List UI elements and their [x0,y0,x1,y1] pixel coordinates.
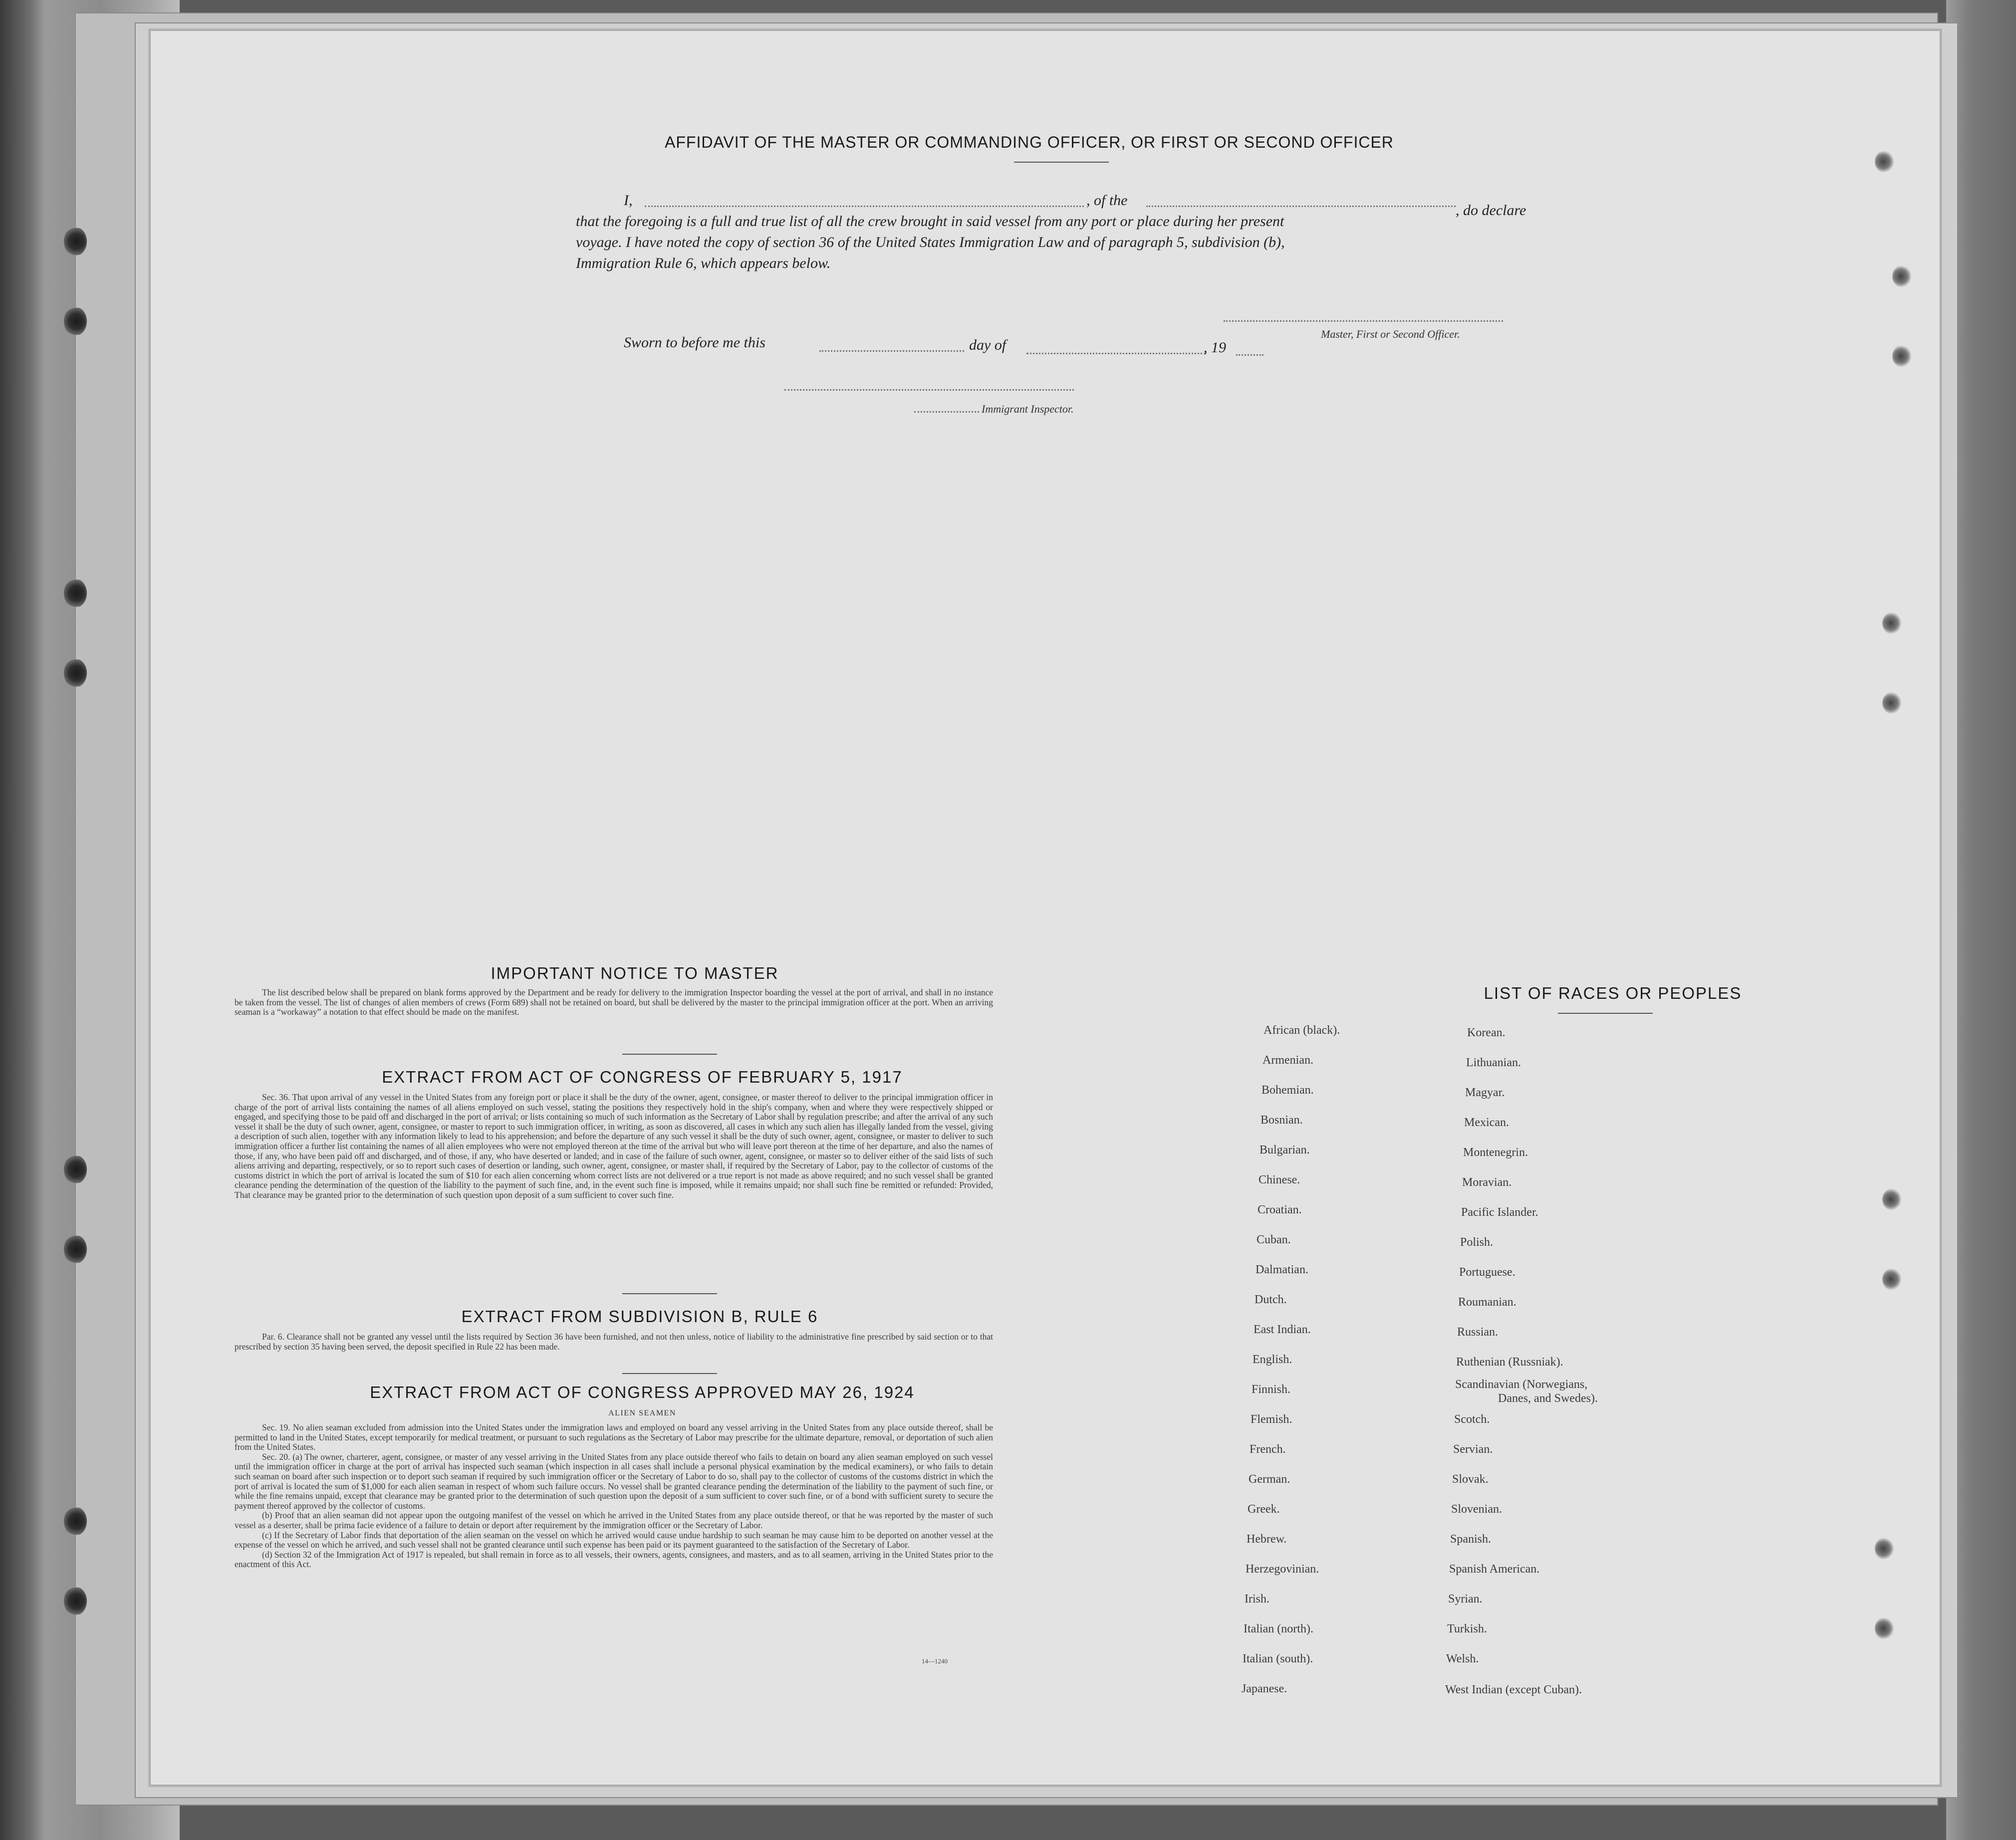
section-rule [622,1373,717,1374]
notice-text [235,988,993,1017]
race-item: Scotch. [1454,1413,1490,1426]
sec-20c-paragraph: (c) If the Secretary of Labor finds that deportation of the alien seaman on the vessel on which he arrived would cause undue hardship to such seaman he may cause him to be deported on another vessel at the expense of the vessel on which he arrived, and such vessel shall not be granted clearance until such expense has been paid or its payment guaranteed to the satisfaction of the Secretary of Labor. [235,1530,993,1550]
sec-36-paragraph: Sec. 36. That upon arrival of any vessel in the United States from any foreign port or place it shall be the duty of the owner, agent, consignee, or master thereof to deliver to the principal immigration officer in charge of the port of arrival lists containing the names of all aliens employed on such vessel, stating the positions they respectively hold in the ship's company, when and where they were respectively shipped or engaged, and specifying those to be paid off and discharged in the port of arrival; or lists containing so much of such information as the Secretary of Labor shall by regulation prescribe; and after the arrival of any such vessel it shall be the duty of such owner, agent, consignee, or master to report to such immigration officer, in writing, as soon as discovered, all cases in which any such alien has illegally landed from the vessel, giving a description of such alien, together with any information likely to lead to his apprehension; and before the departure of any such vessel it shall be the duty of such owner, agent, consignee, or master to deliver to such immigration officer a further list containing the names of all alien employees who were not employed thereon at the time of the arrival but who will leave port thereon at the time of her departure, and also the names of those, if any, who have been paid off and discharged, and of those, if any, who have deserted or landed; and in case of the failure of such owner, agent, consignee, or master so to deliver either of the said lists of such aliens arriving and departing, respectively, or so to report such cases of desertion or landing, such owner, agent, consignee, or master shall, if required by the Secretary of Labor, pay to the collector of customs of the customs district in which the port of arrival is located the sum of $10 for each alien concerning whom correct lists are not delivered or a true report is not made as above required; and no such vessel shall be granted clearance pending the determination of the question of the liability to the payment of such fine, and, in the event such fine is imposed, while it remains unpaid; nor shall such fine be remitted or refunded: Provided, That clearance may be granted prior to the determination of such question upon deposit of a sum sufficient to cover such fine. [235,1092,993,1200]
race-item: Slovenian. [1451,1503,1502,1516]
title-rule [1014,162,1109,163]
race-item: Servian. [1453,1443,1493,1456]
race-item: Montenegrin. [1463,1146,1528,1159]
notice-title: IMPORTANT NOTICE TO MASTER [491,964,779,982]
sworn-month-blank [1026,353,1206,354]
sworn-year-blank [1236,354,1263,356]
par-6-paragraph: Par. 6. Clearance shall not be granted any vessel until the lists required by Section 36 have been furnished, and not then unless, notice of liability to the administrative fine prescribed by said section or to that prescribed by section 35 having been served, the deposit specified in Rule 22 has been made. [235,1332,993,1352]
punch-hole [1892,265,1911,287]
affidavit-title: AFFIDAVIT OF THE MASTER OR COMMANDING OFFICER, OR FIRST OR SECOND OFFICER [665,133,1394,151]
race-item: Bohemian. [1261,1084,1314,1097]
race-item: Ruthenian (Russniak). [1456,1356,1563,1369]
sworn-day-blank [819,350,964,352]
race-item: Polish. [1460,1236,1494,1249]
race-item: Bosnian. [1260,1114,1303,1127]
races-rule [1558,1013,1653,1014]
master-signature-line [1224,320,1503,322]
race-item: Herzegovinian. [1246,1563,1319,1576]
race-item: French. [1250,1443,1286,1456]
punch-hole [1875,1538,1894,1560]
inspector-dots [914,411,979,413]
race-item: Slovak. [1452,1473,1489,1486]
race-item: Dalmatian. [1256,1263,1308,1276]
race-item: Bulgarian. [1260,1144,1310,1156]
punch-hole [1882,1268,1901,1290]
alien-seamen-subtitle: ALIEN SEAMEN [608,1409,676,1417]
binder-hole [64,1507,87,1536]
race-item: Korean. [1467,1026,1506,1039]
race-item: Spanish American. [1449,1563,1540,1576]
race-item: Magyar. [1465,1086,1505,1099]
section-rule [622,1293,717,1294]
binder-hole [64,1235,87,1264]
race-item: Finnish. [1252,1383,1291,1396]
sworn-year: , 19 [1204,339,1226,356]
punch-hole [1882,1188,1901,1210]
master-signature-label: Master, First or Second Officer. [1321,328,1460,340]
section-rule [622,1054,717,1055]
race-item: Russian. [1457,1326,1499,1339]
binder-hole [64,579,87,608]
act-1924-text [235,1423,993,1570]
act-1917-title: EXTRACT FROM ACT OF CONGRESS OF FEBRUARY 5, 1917 [382,1068,903,1086]
race-item: Armenian. [1262,1054,1313,1067]
races-title: LIST OF RACES OR PEOPLES [1484,984,1742,1002]
act-1917-text [235,1093,993,1200]
race-item: Dutch. [1255,1293,1287,1306]
notice-paragraph: The list described below shall be prepared on blank forms approved by the Department and be ready for delivery to the immigration Inspector boarding the vessel at the port of arrival, and shall in no instance be taken from the vessel. The list of changes of alien members of crews (Form 689) shall not be retained on board, but shall be delivered by the master to the principal immigration officer at the port. When an arriving seaman is a “workaway” a notation to that effect should be made on the manifest. [235,987,993,1017]
declaration-line-4: Immigration Rule 6, which appears below. [576,255,831,271]
race-item: Japanese. [1242,1682,1287,1695]
race-item: West Indian (except Cuban). [1445,1683,1582,1696]
declaration-line-1-prefix: I, [624,192,633,209]
race-item: Moravian. [1462,1176,1512,1189]
race-item: Syrian. [1448,1593,1483,1606]
punch-hole [1892,345,1911,367]
race-item: Mexican. [1464,1116,1509,1129]
race-item: Chinese. [1259,1173,1300,1186]
rule6-text [235,1332,993,1352]
race-item: Cuban. [1257,1233,1291,1246]
race-item: Turkish. [1447,1622,1487,1635]
race-item: African (black). [1263,1024,1340,1037]
race-item: Portuguese. [1459,1266,1515,1279]
inspector-label: Immigrant Inspector. [982,403,1074,415]
inspector-signature-line [784,389,1074,391]
punch-hole [1875,151,1894,173]
race-item: Pacific Islander. [1461,1206,1538,1219]
form-page [150,30,1941,1786]
vessel-blank [1146,206,1456,207]
act-1924-title: EXTRACT FROM ACT OF CONGRESS APPROVED MAY 26, 1924 [370,1383,915,1401]
declaration-line-3: voyage. I have noted the copy of section 36 of the United States Immigration Law and of paragraph 5, subdivision (b), [576,234,1285,250]
sec-20d-paragraph: (d) Section 32 of the Immigration Act of 1917 is repealed, but shall remain in force as to all vessels, their owners, agents, consignees, and masters, and as to all seamen, arriving in the United States prior to the enactment of this Act. [235,1549,993,1570]
race-item: Italian (south). [1243,1652,1313,1665]
punch-hole [1875,1617,1894,1639]
sec-20b-paragraph: (b) Proof that an alien seaman did not appear upon the outgoing manifest of the vessel on which he arrived in the United States from any place outside thereof, or that he was reported by the master of such vessel as a deserter, shall be prima facie evidence of a failure to detain or deport after requirement by the immigration officer or the Secretary of Labor. [235,1510,993,1530]
binder-hole [64,659,87,688]
race-item: Welsh. [1446,1652,1479,1665]
sec-19-paragraph: Sec. 19. No alien seaman excluded from admission into the United States under the immigration laws and employed on board any vessel arriving in the United States from any place outside thereof, shall be permitted to land in the United States, except temporarily for medical treatment, or pursuant to such regulations as the Secretary of Labor may prescribe for the ultimate departure, removal, or deportation of such alien from the United States. [235,1422,993,1452]
declaration-line-2: that the foregoing is a full and true list of all the crew brought in said vessel from any port or place during her present [576,213,1284,230]
race-item: German. [1249,1473,1290,1486]
race-item: Spanish. [1450,1533,1492,1546]
race-item: Scandinavian (Norwegians, [1455,1378,1588,1391]
sec-20a-paragraph: Sec. 20. (a) The owner, charterer, agent, consignee, or master of any vessel arriving in the United States from any place outside thereof who fails to detain on board any alien seaman employed on such vessel until the immigration officer in charge at the port of arrival has inspected such seaman (which inspection in all cases shall include a personal physical examination by the medical examiners), or who fails to detain such seaman on board after such inspection or to deport such seaman if required by such immigration officer or the Secretary of Labor to do so, shall pay to the collector of customs of the customs district in which the port of arrival is located the sum of $1,000 for each alien seaman in respect of whom such failure occurs. No vessel shall be granted clearance pending the determination of the liability to the payment of such fine, or while the fine remains unpaid, except that clearance may be granted prior to the determination of such question upon the deposit of a sum sufficient to cover such fine, or of a bond with sufficient surety to secure the payment thereof approved by the collector of customs. [235,1451,993,1511]
race-item: Croatian. [1258,1203,1302,1216]
race-item: Roumanian. [1458,1296,1516,1309]
race-item: East Indian. [1254,1323,1311,1336]
race-item: Greek. [1248,1503,1280,1516]
binder-hole [64,1587,87,1615]
race-item-continuation: Danes, and Swedes). [1498,1392,1598,1405]
binder-hole [64,307,87,336]
race-item: Lithuanian. [1466,1056,1521,1069]
declaration-of: , of the [1086,192,1128,209]
race-item: Flemish. [1251,1413,1292,1426]
binder-hole [64,227,87,256]
rule6-title: EXTRACT FROM SUBDIVISION B, RULE 6 [461,1307,818,1326]
race-item: Italian (north). [1244,1622,1313,1635]
race-item: Irish. [1245,1593,1269,1606]
sworn-day-of: day of [969,337,1007,353]
punch-hole [1882,612,1901,634]
race-item: Hebrew. [1247,1533,1287,1546]
sworn-prefix: Sworn to before me this [624,334,765,351]
punch-hole [1882,692,1901,714]
declaration-declare: , do declare [1456,202,1526,219]
race-item: English. [1253,1353,1292,1366]
form-number: 14—1240 [922,1657,948,1665]
binder-hole [64,1155,87,1184]
name-blank [645,206,1084,207]
